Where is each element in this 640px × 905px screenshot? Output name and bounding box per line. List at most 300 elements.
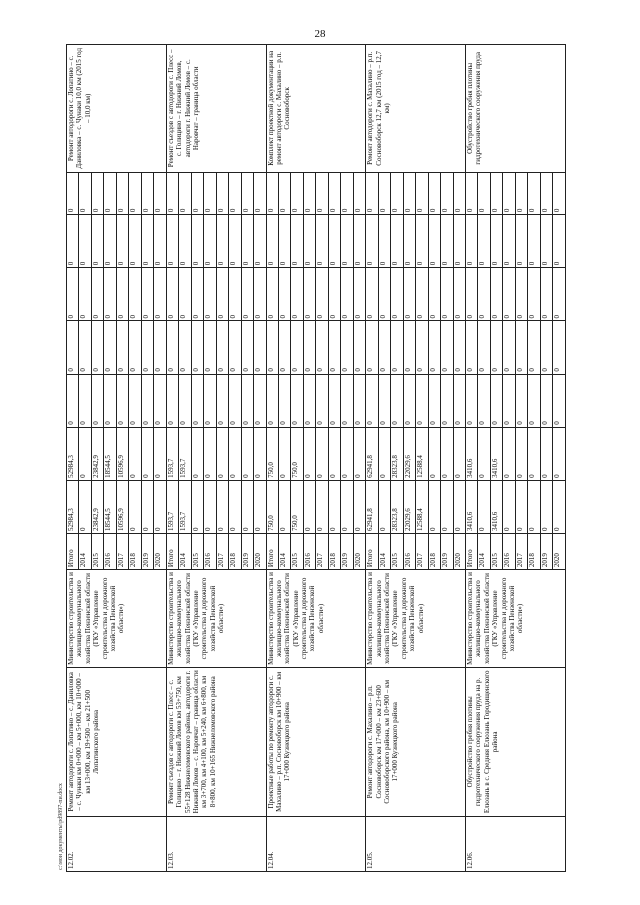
funding-value: 0 xyxy=(303,268,315,321)
funding-value: 28323,8 xyxy=(391,480,403,533)
funding-value: 0 xyxy=(254,427,266,480)
funding-value: 0 xyxy=(416,268,428,321)
row-name: Обустройство гребня плотины гидротехнического сооружения пруда на р. Елюзань в с. Средняя Елюзань Городищенского района xyxy=(466,667,566,816)
row-name: Ремонт автодороги с. Махалино – р.п. Сосновоборск км 17+000 – км 23+600 Сосновоборского района, км 10+900 – км 17+000 Кузнецкого района xyxy=(366,667,466,816)
funding-value: 0 xyxy=(116,172,128,215)
row-year: 2020 xyxy=(553,534,566,570)
funding-value: 0 xyxy=(328,215,340,268)
funding-value: 0 xyxy=(378,480,390,533)
funding-value: 0 xyxy=(528,268,540,321)
funding-value: 0 xyxy=(129,321,141,374)
funding-value: 0 xyxy=(378,215,390,268)
row-code: 12.03. xyxy=(166,816,266,871)
funding-value: 0 xyxy=(179,268,191,321)
funding-value: 0 xyxy=(353,374,365,427)
funding-value: 0 xyxy=(229,321,241,374)
funding-value: 750,0 xyxy=(266,427,278,480)
funding-value: 0 xyxy=(540,480,552,533)
row-year: 2018 xyxy=(428,534,440,570)
funding-value: 0 xyxy=(316,321,328,374)
funding-value: 0 xyxy=(254,480,266,533)
funding-value: 0 xyxy=(154,268,166,321)
funding-value: 0 xyxy=(79,321,91,374)
funding-value: 0 xyxy=(204,321,216,374)
funding-value: 0 xyxy=(453,215,465,268)
funding-value: 0 xyxy=(453,374,465,427)
funding-value: 0 xyxy=(503,480,515,533)
table-row xyxy=(366,45,378,872)
row-year: 2014 xyxy=(79,534,91,570)
funding-value: 0 xyxy=(528,480,540,533)
funding-value: 0 xyxy=(67,374,79,427)
funding-value: 1593,7 xyxy=(179,480,191,533)
funding-value: 0 xyxy=(141,374,153,427)
funding-value: 0 xyxy=(453,268,465,321)
funding-value: 0 xyxy=(266,321,278,374)
funding-value: 0 xyxy=(515,374,527,427)
funding-value: 0 xyxy=(353,427,365,480)
row-year: 2018 xyxy=(229,534,241,570)
funding-value: 0 xyxy=(216,172,228,215)
funding-value: 0 xyxy=(341,427,353,480)
funding-value: 0 xyxy=(466,321,478,374)
funding-value: 0 xyxy=(453,427,465,480)
funding-value: 0 xyxy=(328,374,340,427)
funding-value: 0 xyxy=(303,480,315,533)
row-executor: Министерство строительства и жилищно-коммунального хозяйства Пензенской области (ГКУ «Управление строительства и дорожного хозяйства Пензенской области») xyxy=(366,570,466,668)
row-year: 2017 xyxy=(416,534,428,570)
funding-value: 0 xyxy=(366,268,378,321)
funding-value: 0 xyxy=(154,215,166,268)
funding-value: 0 xyxy=(79,427,91,480)
funding-value: 0 xyxy=(478,172,490,215)
funding-value: 3410,6 xyxy=(466,427,478,480)
funding-value: 0 xyxy=(166,268,178,321)
row-year: 2020 xyxy=(254,534,266,570)
row-year: 2015 xyxy=(91,534,103,570)
funding-value: 0 xyxy=(166,321,178,374)
funding-value: 0 xyxy=(241,374,253,427)
table-row xyxy=(166,45,178,872)
funding-value: 0 xyxy=(441,321,453,374)
funding-value: 0 xyxy=(453,321,465,374)
page-number: 28 xyxy=(314,28,326,40)
funding-value: 0 xyxy=(453,480,465,533)
funding-value: 0 xyxy=(416,172,428,215)
funding-value: 0 xyxy=(378,427,390,480)
funding-value: 0 xyxy=(341,374,353,427)
funding-value: 0 xyxy=(441,427,453,480)
funding-value: 0 xyxy=(416,215,428,268)
funding-value: 0 xyxy=(503,268,515,321)
funding-value: 0 xyxy=(291,215,303,268)
funding-value: 0 xyxy=(540,321,552,374)
funding-value: 0 xyxy=(129,374,141,427)
row-year: 2015 xyxy=(391,534,403,570)
funding-value: 0 xyxy=(216,427,228,480)
funding-value: 0 xyxy=(428,374,440,427)
funding-value: 0 xyxy=(478,215,490,268)
row-code: 12.06. xyxy=(466,816,566,871)
funding-value: 0 xyxy=(553,268,566,321)
funding-value: 0 xyxy=(166,215,178,268)
funding-value: 0 xyxy=(515,427,527,480)
program-table-container xyxy=(66,44,566,872)
funding-value: 0 xyxy=(441,172,453,215)
funding-value: 0 xyxy=(216,374,228,427)
funding-value: 0 xyxy=(67,215,79,268)
row-result: Ремонт автодороги с. Махалино – р.п. Сосновоборск 12,7 км (2015 год – 12,7 км) xyxy=(366,45,466,173)
funding-value: 0 xyxy=(503,374,515,427)
funding-value: 0 xyxy=(278,480,290,533)
funding-value: 0 xyxy=(490,321,502,374)
funding-value: 0 xyxy=(129,215,141,268)
funding-value: 0 xyxy=(391,321,403,374)
funding-value: 0 xyxy=(303,215,315,268)
funding-value: 0 xyxy=(67,268,79,321)
funding-value: 0 xyxy=(490,215,502,268)
funding-value: 0 xyxy=(341,268,353,321)
funding-value: 0 xyxy=(241,427,253,480)
funding-value: 0 xyxy=(241,268,253,321)
funding-value: 0 xyxy=(266,172,278,215)
funding-value: 0 xyxy=(204,268,216,321)
funding-value: 0 xyxy=(278,215,290,268)
funding-value: 0 xyxy=(341,172,353,215)
funding-value: 0 xyxy=(141,172,153,215)
funding-value: 0 xyxy=(91,215,103,268)
row-name: Ремонт автодороги с. Лопатино – с. Даниловка – с. Чунаки км 0+000 – км 5+000, км 10+000 – км 13+000, км 19+500 – км 21+500 Лопатинского района xyxy=(67,667,167,816)
funding-value: 0 xyxy=(129,480,141,533)
funding-value: 0 xyxy=(204,427,216,480)
funding-value: 0 xyxy=(116,374,128,427)
row-executor: Министерство строительства и жилищно-коммунального хозяйства Пензенской области (ГКУ «Управление строительства и дорожного хозяйства Пензенской области») xyxy=(466,570,566,668)
row-name: Ремонт съездов с автодороги с. Плесс – с. Голицино – г. Нижний Ломов км 53+750, км 55+128 Нижнеломовского района, автодороги г. Нижний Ломов – с. Наровчат – граница области км 3+700, км 4+100, км 5+240, км 6+800, км 8+800, км 10+165 Нижнеломовского района xyxy=(166,667,266,816)
funding-value: 0 xyxy=(91,321,103,374)
funding-value: 0 xyxy=(79,374,91,427)
funding-value: 0 xyxy=(91,268,103,321)
funding-value: 0 xyxy=(229,427,241,480)
funding-value: 0 xyxy=(141,268,153,321)
row-year: 2016 xyxy=(503,534,515,570)
funding-value: 0 xyxy=(553,480,566,533)
funding-value: 0 xyxy=(341,321,353,374)
row-year: 2019 xyxy=(241,534,253,570)
funding-value: 0 xyxy=(254,374,266,427)
funding-value: 0 xyxy=(104,374,116,427)
funding-value: 0 xyxy=(116,268,128,321)
funding-value: 0 xyxy=(291,374,303,427)
funding-value: 0 xyxy=(503,321,515,374)
funding-value: 0 xyxy=(553,321,566,374)
row-year: 2020 xyxy=(453,534,465,570)
funding-value: 0 xyxy=(254,321,266,374)
row-year: 2015 xyxy=(291,534,303,570)
row-year: 2015 xyxy=(191,534,203,570)
funding-value: 22029,6 xyxy=(403,427,415,480)
row-year: 2017 xyxy=(116,534,128,570)
funding-value: 23842,9 xyxy=(91,480,103,533)
funding-value: 0 xyxy=(129,427,141,480)
funding-value: 0 xyxy=(116,215,128,268)
funding-value: 0 xyxy=(378,268,390,321)
funding-value: 12588,4 xyxy=(416,427,428,480)
funding-value: 0 xyxy=(216,480,228,533)
funding-value: 0 xyxy=(191,374,203,427)
row-year: 2020 xyxy=(154,534,166,570)
row-year: 2014 xyxy=(478,534,490,570)
row-year: 2015 xyxy=(490,534,502,570)
funding-value: 0 xyxy=(540,215,552,268)
funding-value: 1593,7 xyxy=(166,480,178,533)
funding-value: 3410,6 xyxy=(490,480,502,533)
funding-value: 28323,8 xyxy=(391,427,403,480)
row-executor: Министерство строительства и жилищно-коммунального хозяйства Пензенской области (ГКУ «Управление строительства и дорожного хозяйства Пензенской области») xyxy=(166,570,266,668)
funding-value: 0 xyxy=(316,480,328,533)
funding-value: 0 xyxy=(191,427,203,480)
funding-value: 0 xyxy=(353,480,365,533)
funding-value: 0 xyxy=(328,172,340,215)
funding-value: 0 xyxy=(241,215,253,268)
funding-value: 0 xyxy=(353,268,365,321)
funding-value: 0 xyxy=(478,268,490,321)
funding-value: 0 xyxy=(303,427,315,480)
funding-value: 0 xyxy=(540,172,552,215)
funding-value: 0 xyxy=(278,427,290,480)
funding-value: 0 xyxy=(466,374,478,427)
funding-value: 0 xyxy=(316,427,328,480)
funding-value: 3410,6 xyxy=(490,427,502,480)
row-year: Итого xyxy=(67,534,79,570)
funding-value: 0 xyxy=(179,215,191,268)
funding-value: 0 xyxy=(441,480,453,533)
funding-value: 0 xyxy=(428,427,440,480)
row-year: 2017 xyxy=(316,534,328,570)
funding-value: 0 xyxy=(316,215,328,268)
funding-value: 0 xyxy=(478,427,490,480)
funding-value: 0 xyxy=(216,268,228,321)
funding-value: 0 xyxy=(303,374,315,427)
funding-value: 0 xyxy=(391,172,403,215)
funding-value: 18544,5 xyxy=(104,480,116,533)
row-code: 12.02. xyxy=(67,816,167,871)
funding-value: 0 xyxy=(79,480,91,533)
funding-value: 0 xyxy=(104,215,116,268)
funding-value: 0 xyxy=(353,215,365,268)
funding-value: 0 xyxy=(378,321,390,374)
funding-value: 0 xyxy=(179,374,191,427)
funding-value: 0 xyxy=(478,374,490,427)
funding-value: 0 xyxy=(316,172,328,215)
funding-value: 0 xyxy=(428,172,440,215)
funding-value: 0 xyxy=(154,321,166,374)
funding-value: 0 xyxy=(466,172,478,215)
row-year: Итого xyxy=(166,534,178,570)
funding-value: 10596,9 xyxy=(116,427,128,480)
funding-value: 1593,7 xyxy=(179,427,191,480)
funding-value: 0 xyxy=(67,321,79,374)
funding-value: 0 xyxy=(528,215,540,268)
row-year: 2014 xyxy=(378,534,390,570)
funding-value: 0 xyxy=(353,321,365,374)
row-year: 2014 xyxy=(278,534,290,570)
funding-value: 3410,6 xyxy=(466,480,478,533)
funding-value: 0 xyxy=(466,268,478,321)
funding-value: 0 xyxy=(490,268,502,321)
funding-value: 0 xyxy=(366,172,378,215)
funding-value: 0 xyxy=(154,480,166,533)
funding-value: 0 xyxy=(204,172,216,215)
funding-value: 0 xyxy=(229,480,241,533)
row-result: Ремонт съездов с автодороги с. Плесс – с. Голицино – г. Нижний Ломов, автодороги г. Нижний Ломов – с. Наровчат – граница области xyxy=(166,45,266,173)
funding-value: 0 xyxy=(278,374,290,427)
row-year: 2016 xyxy=(303,534,315,570)
funding-value: 0 xyxy=(391,268,403,321)
funding-value: 62941,8 xyxy=(366,480,378,533)
row-year: 2019 xyxy=(441,534,453,570)
funding-value: 1593,7 xyxy=(166,427,178,480)
funding-value: 0 xyxy=(478,480,490,533)
funding-value: 0 xyxy=(428,321,440,374)
funding-value: 0 xyxy=(515,215,527,268)
funding-value: 0 xyxy=(553,172,566,215)
funding-value: 0 xyxy=(540,268,552,321)
row-executor: Министерство строительства и жилищно-коммунального хозяйства Пензенской области (ГКУ «Управление строительства и дорожного хозяйства Пензенской области») xyxy=(67,570,167,668)
funding-value: 0 xyxy=(328,427,340,480)
funding-value: 0 xyxy=(166,374,178,427)
funding-value: 0 xyxy=(216,215,228,268)
funding-value: 0 xyxy=(141,321,153,374)
row-year: 2017 xyxy=(216,534,228,570)
funding-value: 0 xyxy=(303,321,315,374)
funding-value: 750,0 xyxy=(291,427,303,480)
funding-value: 0 xyxy=(466,215,478,268)
funding-value: 0 xyxy=(416,374,428,427)
funding-value: 0 xyxy=(141,215,153,268)
funding-value: 0 xyxy=(67,172,79,215)
funding-value: 0 xyxy=(204,215,216,268)
funding-value: 0 xyxy=(341,215,353,268)
funding-value: 23842,9 xyxy=(91,427,103,480)
funding-value: 0 xyxy=(553,374,566,427)
funding-value: 0 xyxy=(291,268,303,321)
row-year: 2020 xyxy=(353,534,365,570)
row-year: 2016 xyxy=(204,534,216,570)
row-year: 2016 xyxy=(403,534,415,570)
funding-value: 0 xyxy=(179,321,191,374)
funding-value: 0 xyxy=(91,172,103,215)
funding-value: 0 xyxy=(254,172,266,215)
funding-value: 0 xyxy=(191,215,203,268)
funding-value: 0 xyxy=(79,215,91,268)
funding-value: 0 xyxy=(428,480,440,533)
row-executor: Министерство строительства и жилищно-коммунального хозяйства Пензенской области (ГКУ «Управление строительства и дорожного хозяйства Пензенской области») xyxy=(266,570,366,668)
funding-value: 0 xyxy=(166,172,178,215)
funding-value: 0 xyxy=(528,374,540,427)
funding-value: 0 xyxy=(528,321,540,374)
funding-value: 0 xyxy=(204,374,216,427)
row-code: 12.05. xyxy=(366,816,466,871)
program-table xyxy=(66,44,566,872)
row-year: 2014 xyxy=(179,534,191,570)
funding-value: 0 xyxy=(316,374,328,427)
funding-value: 0 xyxy=(104,172,116,215)
funding-value: 0 xyxy=(229,268,241,321)
funding-value: 0 xyxy=(403,268,415,321)
funding-value: 0 xyxy=(366,321,378,374)
funding-value: 0 xyxy=(241,172,253,215)
funding-value: 0 xyxy=(490,374,502,427)
funding-value: 0 xyxy=(441,374,453,427)
row-year: 2017 xyxy=(515,534,527,570)
funding-value: 0 xyxy=(154,427,166,480)
row-year: 2018 xyxy=(328,534,340,570)
funding-value: 0 xyxy=(328,268,340,321)
funding-value: 0 xyxy=(540,374,552,427)
row-year: Итого xyxy=(466,534,478,570)
row-year: 2019 xyxy=(141,534,153,570)
funding-value: 0 xyxy=(403,321,415,374)
funding-value: 0 xyxy=(291,321,303,374)
row-year: Итого xyxy=(266,534,278,570)
funding-value: 0 xyxy=(515,480,527,533)
funding-value: 0 xyxy=(229,215,241,268)
funding-value: 10596,9 xyxy=(116,480,128,533)
table-row xyxy=(67,45,79,872)
funding-value: 0 xyxy=(266,215,278,268)
funding-value: 750,0 xyxy=(291,480,303,533)
funding-value: 0 xyxy=(278,172,290,215)
funding-value: 0 xyxy=(478,321,490,374)
funding-value: 0 xyxy=(378,172,390,215)
funding-value: 0 xyxy=(391,374,403,427)
funding-value: 0 xyxy=(503,172,515,215)
funding-value: 0 xyxy=(553,427,566,480)
funding-value: 0 xyxy=(104,268,116,321)
table-row xyxy=(466,45,478,872)
row-result: Ремонт автодороги с. Лопатино – с. Даниловка – с. Чунаки 10,0 км (2015 год – 10,0 км) xyxy=(67,45,167,173)
funding-value: 0 xyxy=(441,268,453,321)
funding-value: 0 xyxy=(441,215,453,268)
funding-value: 0 xyxy=(266,268,278,321)
row-code: 12.04. xyxy=(266,816,366,871)
funding-value: 0 xyxy=(428,268,440,321)
row-year: 2019 xyxy=(540,534,552,570)
funding-value: 0 xyxy=(416,321,428,374)
footer-file-path: c:\мои документы\pd9897-пи.docx xyxy=(58,783,64,870)
funding-value: 0 xyxy=(204,480,216,533)
funding-value: 0 xyxy=(391,215,403,268)
funding-value: 0 xyxy=(503,427,515,480)
funding-value: 0 xyxy=(104,321,116,374)
funding-value: 0 xyxy=(216,321,228,374)
funding-value: 0 xyxy=(540,427,552,480)
funding-value: 0 xyxy=(79,172,91,215)
row-name: Проектные работы по ремонту автодороги с. Махалино – р.п. Сосновоборск км 10+900 – км 17+000 Кузнецкого района xyxy=(266,667,366,816)
funding-value: 0 xyxy=(154,172,166,215)
funding-value: 0 xyxy=(303,172,315,215)
funding-value: 0 xyxy=(116,321,128,374)
funding-value: 0 xyxy=(278,268,290,321)
funding-value: 0 xyxy=(278,321,290,374)
funding-value: 0 xyxy=(266,374,278,427)
funding-value: 0 xyxy=(91,374,103,427)
funding-value: 0 xyxy=(254,215,266,268)
funding-value: 22029,6 xyxy=(403,480,415,533)
funding-value: 0 xyxy=(490,172,502,215)
funding-value: 0 xyxy=(229,374,241,427)
row-year: Итого xyxy=(366,534,378,570)
